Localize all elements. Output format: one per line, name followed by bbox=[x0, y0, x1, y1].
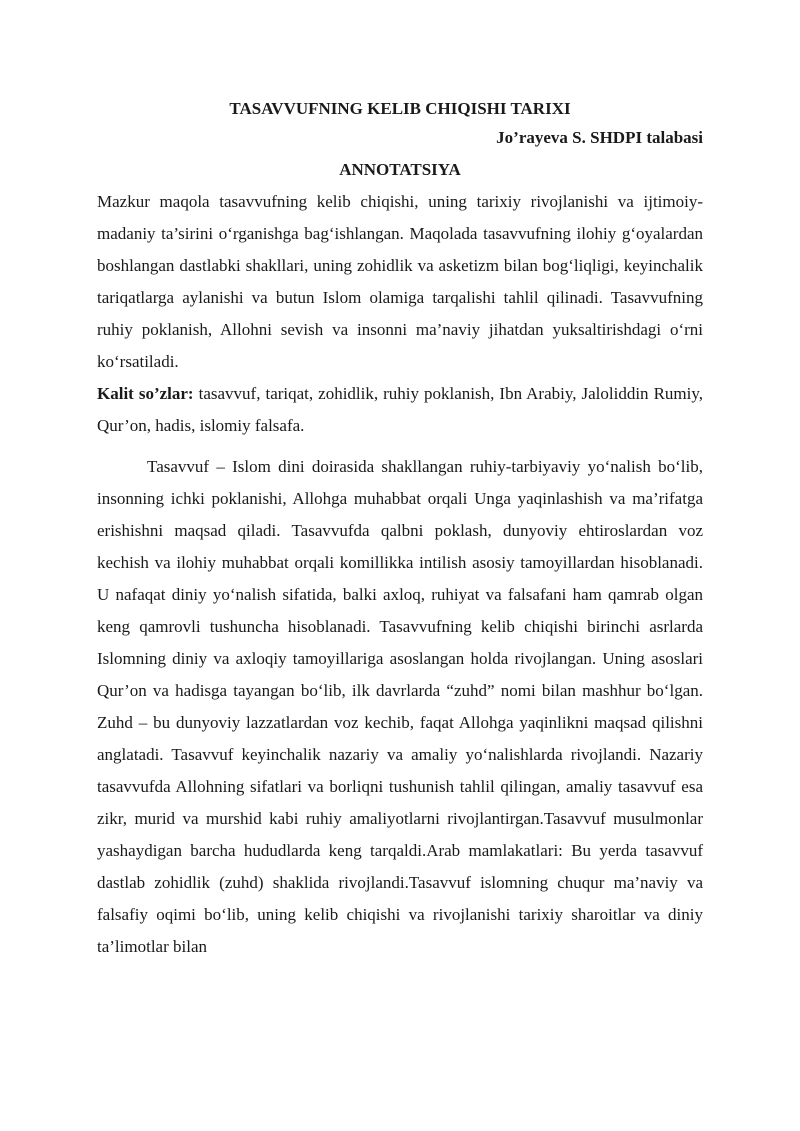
keywords-paragraph bbox=[97, 378, 703, 442]
document-title: TASAVVUFNING KELIB CHIQISHI TARIXI bbox=[229, 99, 571, 118]
keywords-list: tasavvuf, tariqat, zohidlik, ruhiy poklanish, Ibn Arabiy, Jaloliddin Rumiy, Qur’on, hadis, islomiy falsafa. bbox=[97, 384, 704, 435]
document-page bbox=[97, 96, 703, 963]
annotation-heading: ANNOTATSIYA bbox=[339, 160, 461, 179]
keywords-label: Kalit so’zlar: bbox=[97, 384, 194, 403]
annotation-paragraph: Mazkur maqola tasavvufning kelib chiqishi, uning tarixiy rivojlanishi va ijtimoiy-madaniy ta’sirini o‘rganishga bag‘ishlangan. Maqolada tasavvufning ilohiy g‘oyalardan boshlangan dastlabki shakllari, uning zohidlik va asketizm bilan bog‘liqligi, keyinchalik tariqatlarga aylanishi va butun Islom olamiga tarqalishi tahlil qilinadi. Tasavvufning ruhiy poklanish, Allohni sevish va insonni ma’naviy jihatdan yuksaltirishdagi o‘rni ko‘rsatiladi. bbox=[97, 192, 703, 371]
body-paragraph: Tasavvuf – Islom dini doirasida shakllangan ruhiy-tarbiyaviy yo‘nalish bo‘lib, insonning ichki poklanishi, Allohga muhabbat orqali Unga yaqinlashish va ma’rifatga erishishni maqsad qiladi. Tasavvufda qalbni poklash, dunyoviy ehtiroslardan voz kechish va ilohiy muhabbat orqali komillikka intilish asosiy tamoyillardan hisoblanadi. U nafaqat diniy yo‘nalish sifatida, balki axloq, ruhiyat va falsafani ham qamrab olgan keng qamrovli tushuncha hisoblanadi. Tasavvufning kelib chiqishi birinchi asrlarda Islomning diniy va axloqiy tamoyillariga asoslangan holda rivojlangan. Uning asoslari Qur’on va hadisga tayangan bo‘lib, ilk davrlarda “zuhd” nomi bilan mashhur bo‘lgan. Zuhd – bu dunyoviy lazzatlardan voz kechib, faqat Allohga yaqinlikni maqsad qilishni anglatadi. Tasavvuf keyinchalik nazariy va amaliy yo‘nalishlarda rivojlandi. Nazariy tasavvufda Allohning sifatlari va borliqni tushunish tahlil qilingan, amaliy tasavvuf esa zikr, murid va murshid kabi ruhiy amaliyotlarni rivojlantirgan.Tasavvuf musulmonlar yashaydigan barcha hududlarda keng tarqaldi.Arab mamlakatlari: Bu yerda tasavvuf dastlab zohidlik (zuhd) shaklida rivojlandi.Tasavvuf islomning chuqur ma’naviy va falsafiy oqimi bo‘lib, uning kelib chiqishi va rivojlanishi tarixiy sharoitlar va diniy ta’limotlar bilan bbox=[97, 457, 703, 956]
author-line: Jo’rayeva S. SHDPI talabasi bbox=[496, 128, 703, 147]
